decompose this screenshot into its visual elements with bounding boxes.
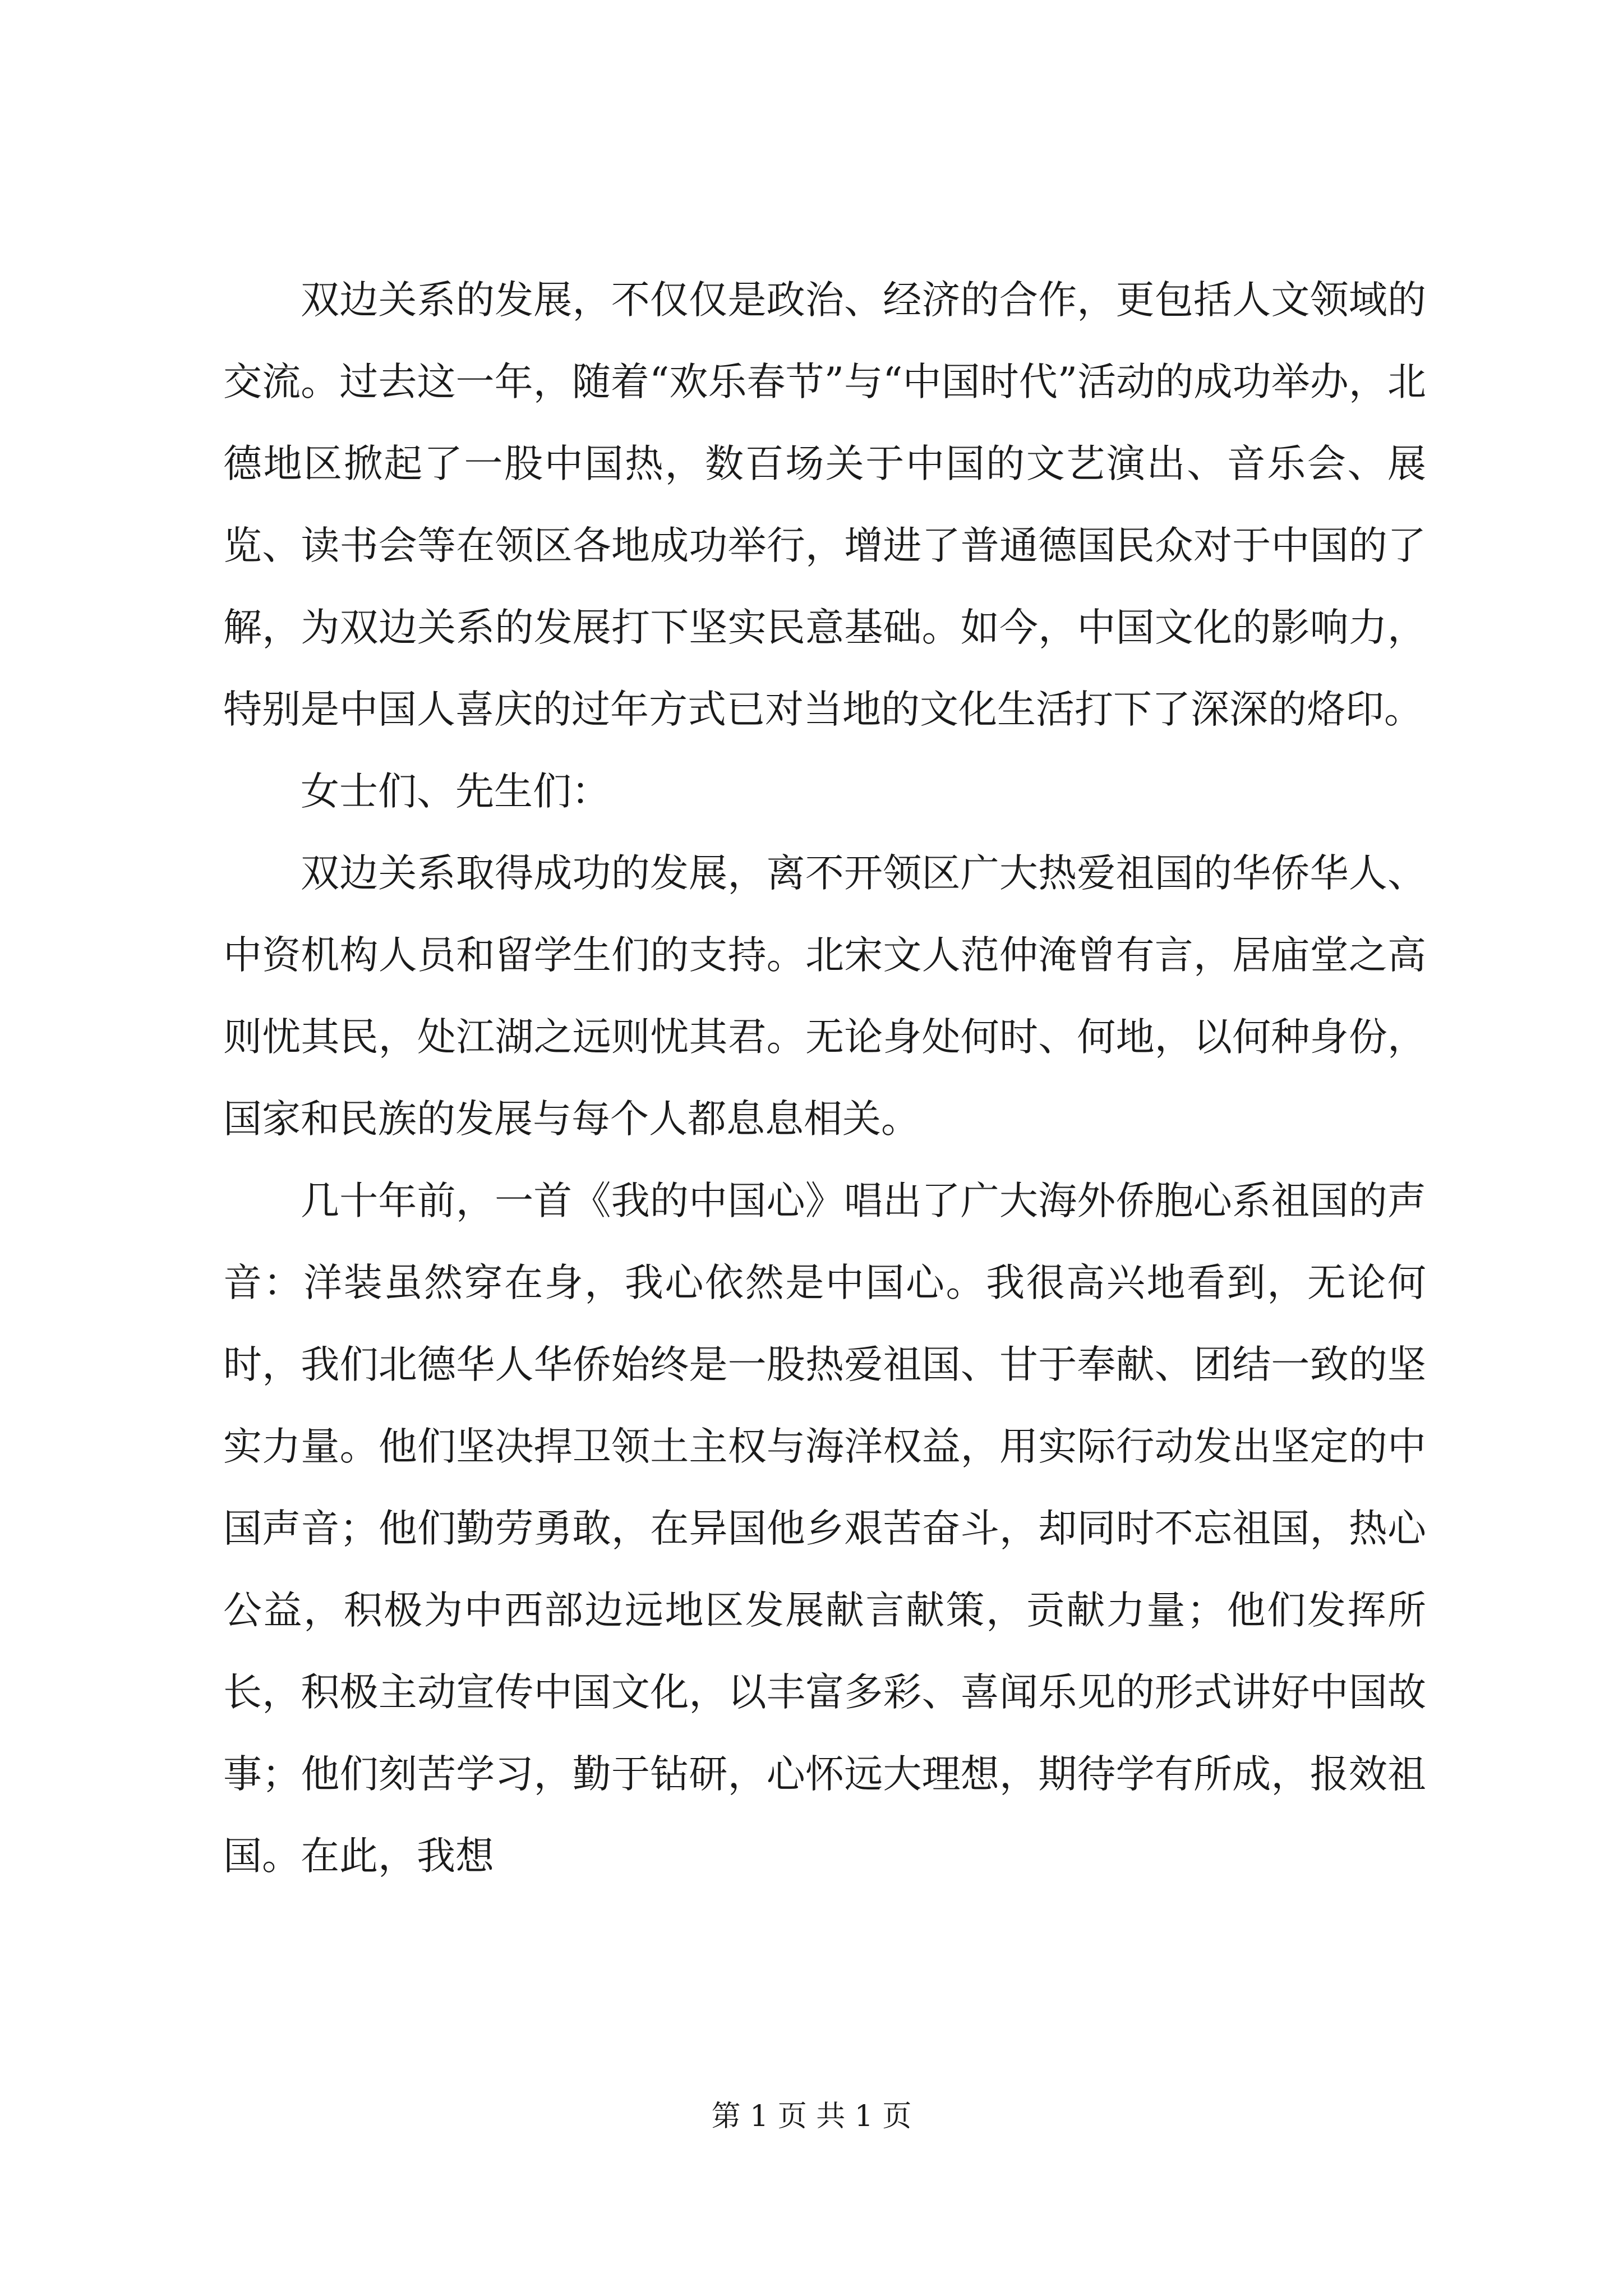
paragraph-4: 几十年前，一首《我的中国心》唱出了广大海外侨胞心系祖国的声音：洋装虽然穿在身，我心依然是中国心。我很高兴地看到，无论何时，我们北德华人华侨始终是一股热爱祖国、甘于奉献、团结一致的坚实力量。他们坚决捍卫领土主权与海洋权益，用实际行动发出坚定的中国声音；他们勤劳勇敢，在异国他乡艰苦奋斗，却同时不忘祖国，热心公益，积极为中西部边远地区发展献言献策，贡献力量；他们发挥所长，积极主动宣传中国文化，以丰富多彩、喜闻乐见的形式讲好中国故事；他们刻苦学习，勤于钻研，心怀远大理想，期待学有所成，报效祖国。在此，我想 [223,1179,1426,1879]
paragraph-2: 女士们、先生们： [301,769,610,814]
document-body [223,259,1426,1897]
paragraph-1: 双边关系的发展，不仅仅是政治、经济的合作，更包括人文领域的交流。过去这一年，随着“欢乐春节”与“中国时代”活动的成功举办，北德地区掀起了一股中国热，数百场关于中国的文艺演出、音乐会、展览、读书会等在领区各地成功举行，增进了普通德国民众对于中国的了解，为双边关系的发展打下坚实民意基础。如今，中国文化的影响力，特别是中国人喜庆的过年方式已对当地的文化生活打下了深深的烙印。 [223,278,1426,732]
page-footer: 第 1 页 共 1 页 [711,2100,912,2133]
paragraph-3: 双边关系取得成功的发展，离不开领区广大热爱祖国的华侨华人、中资机构人员和留学生们的支持。北宋文人范仲淹曾有言，居庙堂之高则忧其民，处江湖之远则忧其君。无论身处何时、何地，以何种身份，国家和民族的发展与每个人都息息相关。 [223,851,1426,1142]
